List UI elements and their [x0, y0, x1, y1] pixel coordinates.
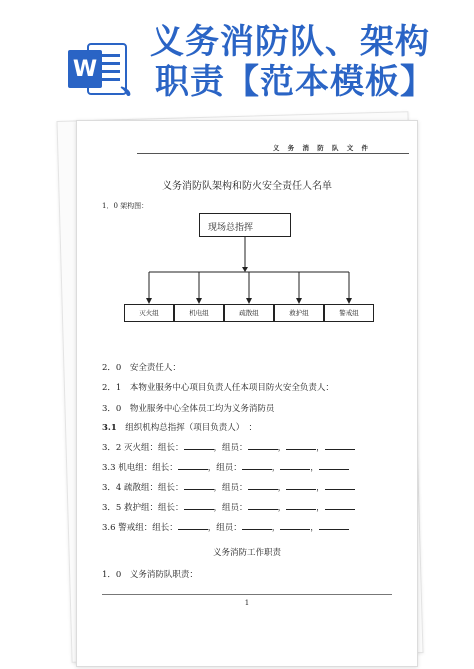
section-2-heading: 2．0 安全责任人： — [102, 363, 181, 373]
blank-line — [248, 508, 278, 510]
document-page — [76, 120, 418, 667]
role-label: 机电组：组长： — [118, 463, 178, 473]
role-number: 3．4 — [102, 483, 122, 493]
banner — [0, 0, 474, 112]
footer-rule — [102, 594, 392, 595]
role-row-cordon: 3.6 警戒组：组长： ，组员： ， ， — [102, 521, 349, 533]
doc-header: 义 务 消 防 队 文 件 — [272, 144, 371, 152]
role-separator: ，组员： — [207, 523, 242, 533]
role-label: 疏散组：组长： — [124, 483, 184, 493]
blank-line — [325, 448, 355, 450]
blank-line — [184, 488, 214, 490]
blank-line — [280, 468, 310, 470]
role-label: 灭火组：组长： — [124, 443, 184, 453]
blank-line — [286, 448, 316, 450]
header-rule — [137, 153, 409, 154]
line-3-1-number: 3.1 — [102, 423, 117, 433]
blank-line — [242, 528, 272, 530]
blank-line — [248, 488, 278, 490]
blank-line — [286, 508, 316, 510]
duty-title: 义务消防工作职责 — [212, 548, 281, 558]
banner-title-line-1: 义务消防队、架构 — [150, 22, 430, 62]
org-box-cordon: 警戒组 — [324, 304, 374, 322]
blank-line — [184, 448, 214, 450]
role-row-electromechanical: 3.3 机电组：组长： ，组员： ， ， — [102, 461, 349, 473]
word-document-icon — [66, 38, 128, 100]
blank-line — [325, 508, 355, 510]
role-number: 3．5 — [102, 503, 122, 513]
blank-line — [280, 528, 310, 530]
role-row-fire: 3．2 灭火组：组长： ，组员： ， ， — [102, 441, 355, 453]
role-number: 3.3 — [102, 463, 116, 473]
org-box-fire-suppression: 灭火组 — [124, 304, 174, 322]
role-separator: ，组员： — [213, 483, 248, 493]
role-number: 3.6 — [102, 523, 116, 533]
blank-line — [319, 468, 349, 470]
role-label: 救护组：组长： — [124, 503, 184, 513]
blank-line — [242, 468, 272, 470]
section-1-duty: 1．0 义务消防队职责： — [102, 570, 198, 580]
role-row-evacuation: 3．4 疏散组：组长： ，组员： ， ， — [102, 481, 355, 493]
blank-line — [178, 528, 208, 530]
org-top-box: 现场总指挥 — [199, 213, 291, 237]
line-3-0: 3．0 物业服务中心全体员工均为义务消防员 — [102, 404, 275, 414]
svg-text:W: W — [72, 57, 98, 82]
role-number: 3．2 — [102, 443, 122, 453]
blank-line — [178, 468, 208, 470]
role-row-rescue: 3．5 救护组：组长： ，组员： ， ， — [102, 501, 355, 513]
line-2-1: 2．1 本物业服务中心项目负责人任本项目防火安全负责人： — [102, 383, 334, 393]
page-number: 1 — [244, 599, 250, 607]
role-separator: ，组员： — [213, 503, 248, 513]
role-separator: ，组员： — [213, 443, 248, 453]
doc-title: 义务消防队架构和防火安全责任人名单 — [162, 181, 332, 192]
org-box-evacuation: 疏散组 — [224, 304, 274, 322]
role-label: 警戒组：组长： — [118, 523, 178, 533]
line-3-1 — [102, 421, 257, 433]
blank-line — [184, 508, 214, 510]
org-box-electromechanical: 机电组 — [174, 304, 224, 322]
role-separator: ，组员： — [207, 463, 242, 473]
banner-title-line-2: 、职责【范本模板】 — [120, 62, 435, 102]
section-1-heading: 1．0 架构图： — [102, 202, 149, 210]
org-box-rescue: 救护组 — [274, 304, 324, 322]
blank-line — [325, 488, 355, 490]
blank-line — [248, 448, 278, 450]
blank-line — [319, 528, 349, 530]
banner-title — [120, 22, 470, 102]
blank-line — [286, 488, 316, 490]
line-3-1-text: 组织机构总指挥（项目负责人） ： — [116, 423, 258, 433]
